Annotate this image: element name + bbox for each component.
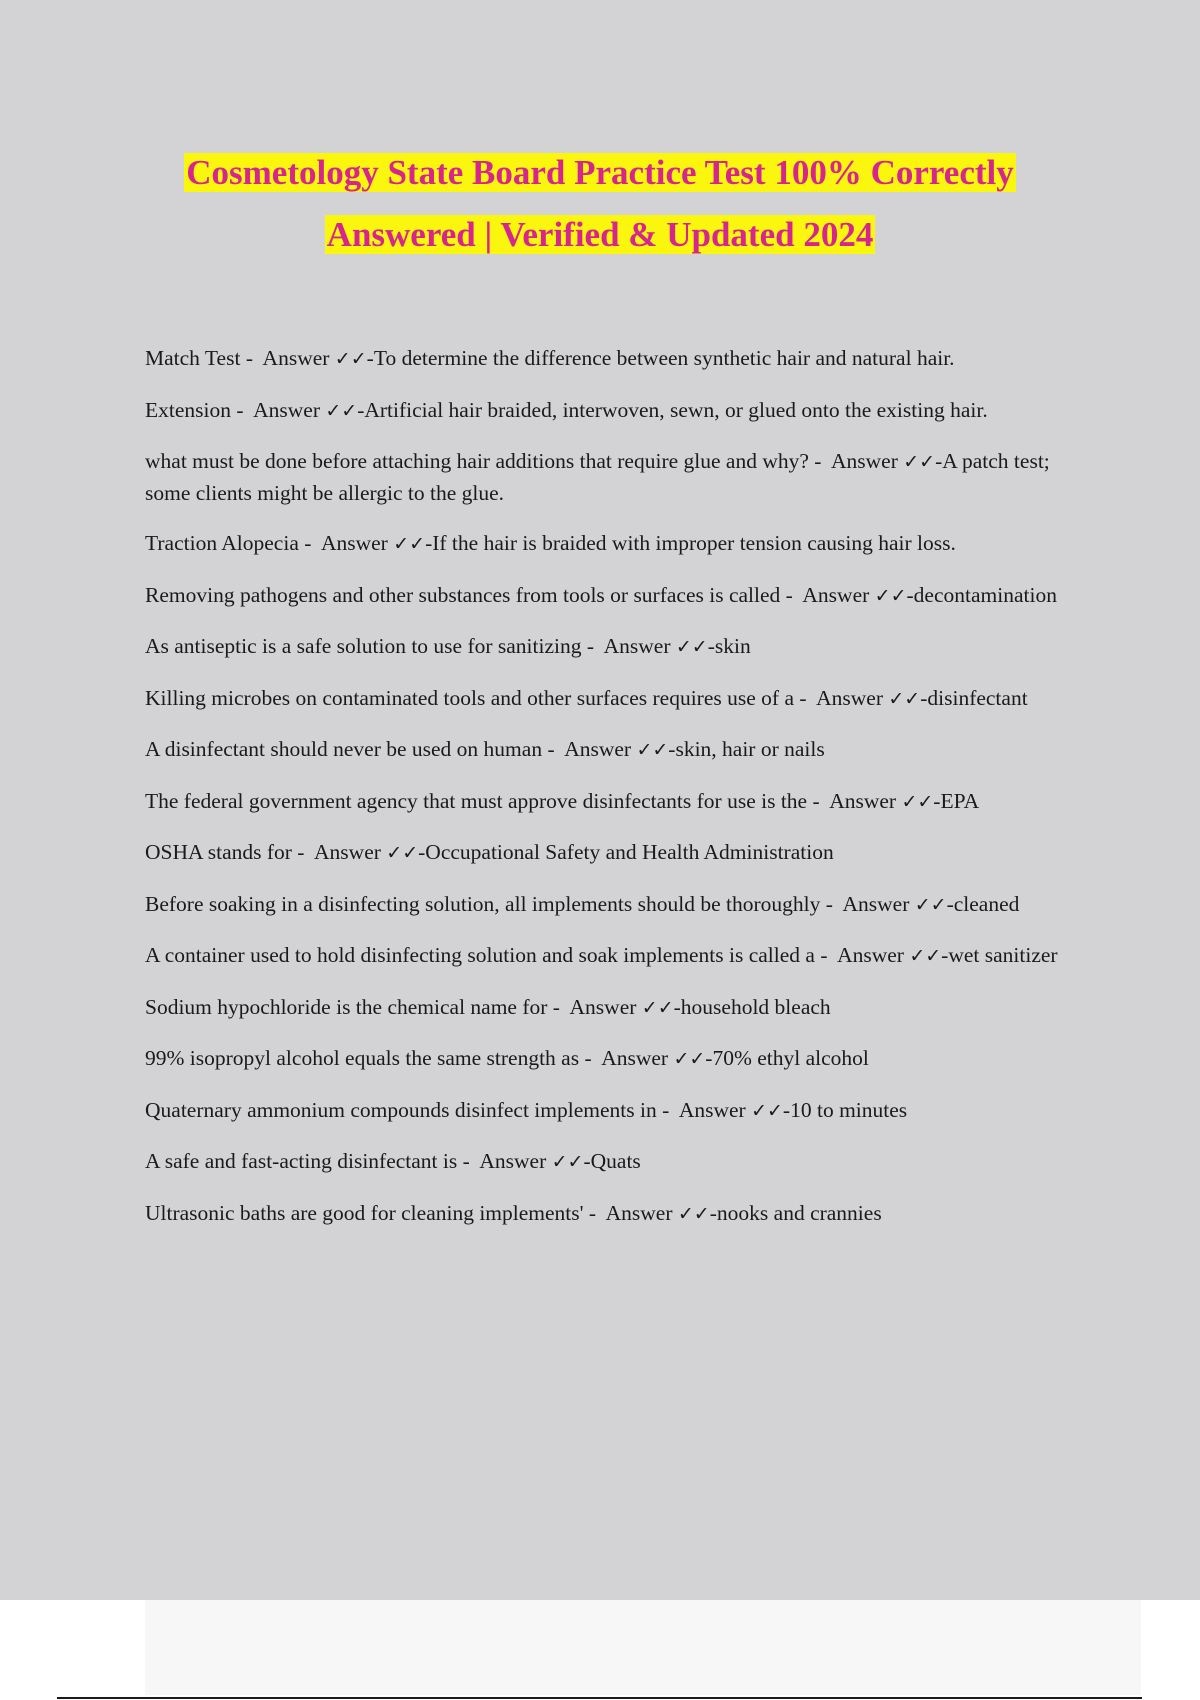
- footer-divider: [57, 1697, 1142, 1699]
- answer-text: disinfectant: [927, 685, 1028, 710]
- answer-label: Answer: [829, 788, 897, 813]
- title-line-1: [0, 142, 1200, 204]
- question-text: Traction Alopecia: [145, 531, 299, 555]
- double-check-icon: ✓✓: [751, 1099, 783, 1122]
- qa-item: As antiseptic is a safe solution to use for sanitizing - Answer ✓✓-skin: [145, 634, 751, 658]
- answer-label: Answer: [314, 840, 381, 864]
- answer-label: Answer: [605, 1200, 673, 1225]
- answer-text: 10 to minutes: [790, 1097, 908, 1122]
- double-check-icon: ✓✓: [636, 739, 669, 761]
- double-check-icon: ✓✓: [909, 945, 942, 967]
- qa-item: what must be done before attaching hair additions that require glue and why? - Answer ✓✓-A patch test; some clients might be allergic to the glue.: [145, 449, 1050, 505]
- double-check-icon: ✓✓: [334, 348, 367, 370]
- question-text: A container used to hold disinfecting solution and soak implements is called a: [145, 943, 815, 967]
- answer-label: Answer: [601, 1046, 669, 1070]
- qa-item: Before soaking in a disinfecting solution, all implements should be thoroughly - Answer ✓✓-cleaned: [145, 891, 1020, 916]
- answer-label: Answer: [479, 1149, 547, 1173]
- answer-text: Occupational Safety and Health Administration: [425, 840, 834, 864]
- document-title: [0, 142, 1200, 266]
- question-text: OSHA stands for: [145, 840, 292, 864]
- answer-text: nooks and crannies: [716, 1200, 882, 1225]
- answer-label: Answer: [837, 943, 904, 967]
- answer-text: A patch test; some clients might be allergic to the glue.: [145, 449, 1050, 505]
- answer-text: To determine the difference between synthetic hair and natural hair.: [373, 346, 955, 370]
- double-check-icon: ✓✓: [914, 893, 947, 916]
- answer-text: Artificial hair braided, interwoven, sewn, or glued onto the existing hair.: [364, 397, 988, 422]
- answer-text: 70% ethyl alcohol: [712, 1046, 869, 1070]
- question-text: Ultrasonic baths are good for cleaning implements': [145, 1200, 584, 1225]
- answer-text: cleaned: [953, 891, 1020, 916]
- answer-label: Answer: [603, 634, 671, 658]
- question-text: The federal government agency that must approve disinfectants for use is the: [145, 788, 808, 813]
- question-text: Sodium hypochloride is the chemical name for: [145, 994, 548, 1019]
- double-check-icon: ✓✓: [901, 790, 934, 813]
- qa-item: Ultrasonic baths are good for cleaning implements' - Answer ✓✓-nooks and crannies: [145, 1200, 882, 1225]
- qa-item: Extension - Answer ✓✓-Artificial hair braided, interwoven, sewn, or glued onto the existing hair.: [145, 397, 988, 422]
- qa-item: A container used to hold disinfecting solution and soak implements is called a - Answer ✓✓-wet sanitizer: [145, 943, 1058, 967]
- double-check-icon: ✓✓: [386, 842, 419, 864]
- question-text: Removing pathogens and other substances from tools or surfaces is called: [145, 582, 781, 607]
- qa-item: Match Test - Answer ✓✓-To determine the difference between synthetic hair and natural hair.: [145, 346, 955, 370]
- question-text: 99% isopropyl alcohol equals the same strength as: [145, 1046, 580, 1070]
- double-check-icon: ✓✓: [903, 451, 936, 473]
- answer-label: Answer: [569, 994, 637, 1019]
- double-check-icon: ✓✓: [393, 533, 426, 555]
- qa-item: Sodium hypochloride is the chemical name for - Answer ✓✓-household bleach: [145, 994, 831, 1019]
- qa-item: Quaternary ammonium compounds disinfect implements in - Answer ✓✓-10 to minutes: [145, 1097, 908, 1122]
- double-check-icon: ✓✓: [874, 584, 907, 607]
- qa-item: A disinfectant should never be used on human - Answer ✓✓-skin, hair or nails: [145, 737, 825, 761]
- answer-text: household bleach: [680, 994, 831, 1019]
- answer-text: skin, hair or nails: [675, 737, 825, 761]
- answer-label: Answer: [253, 397, 320, 422]
- answer-text: If the hair is braided with improper tension causing hair loss.: [432, 531, 956, 555]
- title-text-2: Answered | Verified & Updated 2024: [326, 215, 874, 254]
- qa-item: The federal government agency that must approve disinfectants for use is the - Answer ✓✓-EPA: [145, 788, 980, 813]
- qa-item: Killing microbes on contaminated tools and other surfaces requires use of a - Answer ✓✓-disinfectant: [145, 685, 1028, 710]
- double-check-icon: ✓✓: [888, 687, 921, 710]
- double-check-icon: ✓✓: [325, 399, 358, 422]
- next-page-preview: [145, 1600, 1141, 1695]
- answer-label: Answer: [320, 531, 388, 555]
- double-check-icon: ✓✓: [641, 996, 674, 1019]
- answer-label: Answer: [842, 891, 910, 916]
- answer-label: Answer: [831, 449, 898, 473]
- question-text: what must be done before attaching hair additions that require glue and why?: [145, 449, 809, 473]
- title-text-1: Cosmetology State Board Practice Test 100% Correctly: [186, 153, 1014, 192]
- qa-item: Traction Alopecia - Answer ✓✓-If the hair is braided with improper tension causing hair loss.: [145, 531, 956, 555]
- answer-label: Answer: [564, 737, 632, 761]
- qa-item: 99% isopropyl alcohol equals the same strength as - Answer ✓✓-70% ethyl alcohol: [145, 1046, 869, 1070]
- qa-list: [145, 343, 1075, 1249]
- answer-label: Answer: [802, 582, 870, 607]
- double-check-icon: ✓✓: [673, 1048, 706, 1070]
- answer-label: Answer: [678, 1097, 746, 1122]
- question-text: Extension: [145, 397, 231, 422]
- question-text: A disinfectant should never be used on human: [145, 737, 543, 761]
- title-line-2: [0, 204, 1200, 266]
- question-text: Killing microbes on contaminated tools and other surfaces requires use of a: [145, 685, 794, 710]
- qa-item: Removing pathogens and other substances from tools or surfaces is called - Answer ✓✓-decontamination: [145, 582, 1057, 607]
- answer-text: wet sanitizer: [948, 943, 1058, 967]
- double-check-icon: ✓✓: [551, 1151, 584, 1173]
- answer-text: skin: [714, 634, 751, 658]
- question-text: Quaternary ammonium compounds disinfect implements in: [145, 1097, 657, 1122]
- question-text: A safe and fast-acting disinfectant is: [145, 1149, 458, 1173]
- double-check-icon: ✓✓: [677, 1202, 710, 1225]
- qa-item: OSHA stands for - Answer ✓✓-Occupational Safety and Health Administration: [145, 840, 834, 864]
- double-check-icon: ✓✓: [675, 636, 708, 658]
- answer-label: Answer: [816, 685, 883, 710]
- question-text: Before soaking in a disinfecting solution, all implements should be thoroughly: [145, 891, 821, 916]
- question-text: As antiseptic is a safe solution to use for sanitizing: [145, 634, 582, 658]
- qa-item: A safe and fast-acting disinfectant is - Answer ✓✓-Quats: [145, 1149, 641, 1173]
- answer-text: EPA: [940, 788, 980, 813]
- answer-text: decontamination: [913, 582, 1057, 607]
- answer-label: Answer: [262, 346, 330, 370]
- question-text: Match Test: [145, 346, 241, 370]
- answer-text: Quats: [590, 1149, 641, 1173]
